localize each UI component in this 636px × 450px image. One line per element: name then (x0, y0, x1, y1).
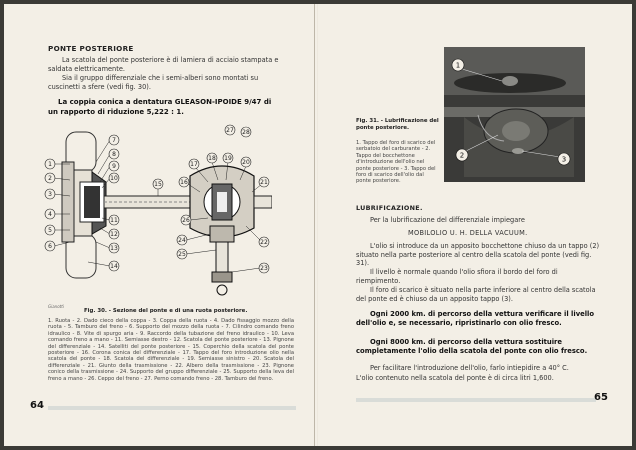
svg-text:25: 25 (178, 251, 186, 258)
paragraph-3: Il livello è normale quando l'olio sfiora il bordo del foro di riempimento. (356, 268, 558, 285)
svg-text:3: 3 (48, 191, 52, 198)
svg-text:5: 5 (48, 227, 52, 234)
svg-text:17: 17 (190, 161, 198, 168)
section-title: PONTE POSTERIORE (48, 44, 134, 53)
highlight-line-1: La coppia conica a dentatura GLEASON-IPOIDE 9/47 di (58, 98, 272, 106)
footer-rule (356, 398, 596, 402)
svg-text:11: 11 (110, 217, 118, 224)
svg-text:16: 16 (180, 179, 188, 186)
paragraph-2: L'olio si introduce da un apposito bocchettone chiuso da un tappo (2) situato nella parte posteriore al centro della scatola del ponte (vedi fig. 31). (356, 242, 600, 268)
svg-text:10: 10 (110, 175, 118, 182)
svg-text:12: 12 (110, 231, 118, 238)
intro-paragraph-2: Sia il gruppo differenziale che i semi-alberi sono montati su cuscinetti a sfere (vedi fig. 30). (48, 74, 259, 91)
figure-caption: Fig. 30. - Sezione del ponte e di una ruota posteriore. (84, 308, 248, 314)
oil-name: MOBILOLIO U. H. DELLA VACUUM. (408, 229, 528, 237)
svg-text:9: 9 (112, 163, 116, 170)
paragraph-1: Per la lubrificazione del differenziale impiegare (370, 216, 525, 224)
photo-callout-1: 1 (455, 61, 461, 70)
svg-text:1: 1 (48, 161, 52, 168)
svg-text:6: 6 (48, 243, 52, 250)
svg-text:21: 21 (260, 179, 268, 186)
svg-text:28: 28 (242, 129, 250, 136)
intro-paragraph-1: La scatola del ponte posteriore è di lamiera di acciaio stampata e saldata elettricamente. (48, 56, 279, 73)
figure-legend: 1. Ruota - 2. Dado cieco della coppa - 3. Coppa della ruota - 4. Dado fissaggio mozzo della ruota - 5. Tamburo del freno - 6. Supporto del mozzo della ruota - 7. Cilindro comando freno idraulico - 8. Vite di spurgo aria - 9. Raccordo della tubazione del freno idraulico - 10. Leva comando freno a mano - 11. Semiasse destro - 12. Scatola del ponte posteriore - 13. Pignone del differenziale - 14. Satelliti del ponte posteriore - 15. Coperchio della scatola del ponte posteriore - 16. Corona conica del differenziale - 17. Tappo del foro introduzione olio nella scatola del ponte - 18. Scatola del differenziale - 19. Semiasse sinistro - 20. Scatola del differenziale - 21. Giunto della trasmissione - 22. Albero della trasmissione - 23. Pignone conico della trasmissione - 24. Supporto del gruppo differenziale - 25. Supporto della leva del freno a mano - 26. Ceppo del freno - 27. Perno comando freno - 28. Tamburo del freno. (48, 318, 294, 382)
lubrication-photo (444, 47, 585, 182)
highlight-line-2: un rapporto di riduzione 5,222 : 1. (48, 108, 184, 116)
paragraph-5: Per facilitare l'introduzione dell'olio, farlo intiepidire a 40° C. (370, 364, 569, 372)
right-page (318, 4, 632, 446)
svg-text:27: 27 (226, 127, 234, 134)
paragraph-4: Il foro di scarico è situato nella parte inferiore al centro della scatola del ponte ed è chiuso da un apposito tappo (3). (356, 286, 596, 303)
svg-text:22: 22 (260, 239, 268, 246)
svg-text:7: 7 (112, 137, 116, 144)
svg-text:14: 14 (110, 263, 118, 270)
photo-callout-3: 3 (561, 155, 567, 164)
svg-text:15: 15 (154, 181, 162, 188)
paragraph-6: L'olio contenuto nella scatola del ponte è di circa litri 1,600. (356, 374, 554, 382)
svg-text:8: 8 (112, 151, 116, 158)
svg-text:20: 20 (242, 159, 250, 166)
photo-caption-title: Fig. 31. - Lubrificazione del ponte posteriore. (356, 118, 439, 131)
svg-text:23: 23 (260, 265, 268, 272)
page-number: 65 (594, 392, 608, 403)
svg-text:13: 13 (110, 245, 118, 252)
bold-instruction-1: Ogni 2000 km. di percorso della vettura verificare il livello dell'olio e, se necessario, ripristinarlo con olio fresco. (356, 310, 595, 327)
svg-text:2: 2 (48, 175, 52, 182)
svg-text:26: 26 (182, 217, 190, 224)
drawing-signature: Gianotti (48, 304, 64, 309)
svg-text:19: 19 (224, 155, 232, 162)
left-page (4, 4, 315, 446)
svg-text:24: 24 (178, 237, 186, 244)
page-number: 64 (30, 400, 44, 411)
footer-rule (48, 406, 296, 410)
svg-text:18: 18 (208, 155, 216, 162)
section-title: LUBRIFICAZIONE. (356, 204, 423, 212)
photo-caption-body: 1. Tappo del foro di scarico del serbatoio del carburante - 2. Tappo del bocchettone d'introduzione dell'olio nel ponte posteriore - 3. Tappo del foro di scarico dell'olio dal ponte posteriore. (356, 140, 436, 185)
svg-text:4: 4 (48, 211, 52, 218)
bold-instruction-2: Ogni 8000 km. di percorso della vettura sostituire completamente l'olio della scatola del ponte con olio fresco. (356, 338, 588, 355)
photo-callout-2: 2 (459, 151, 465, 160)
axle-section-drawing (40, 122, 272, 302)
